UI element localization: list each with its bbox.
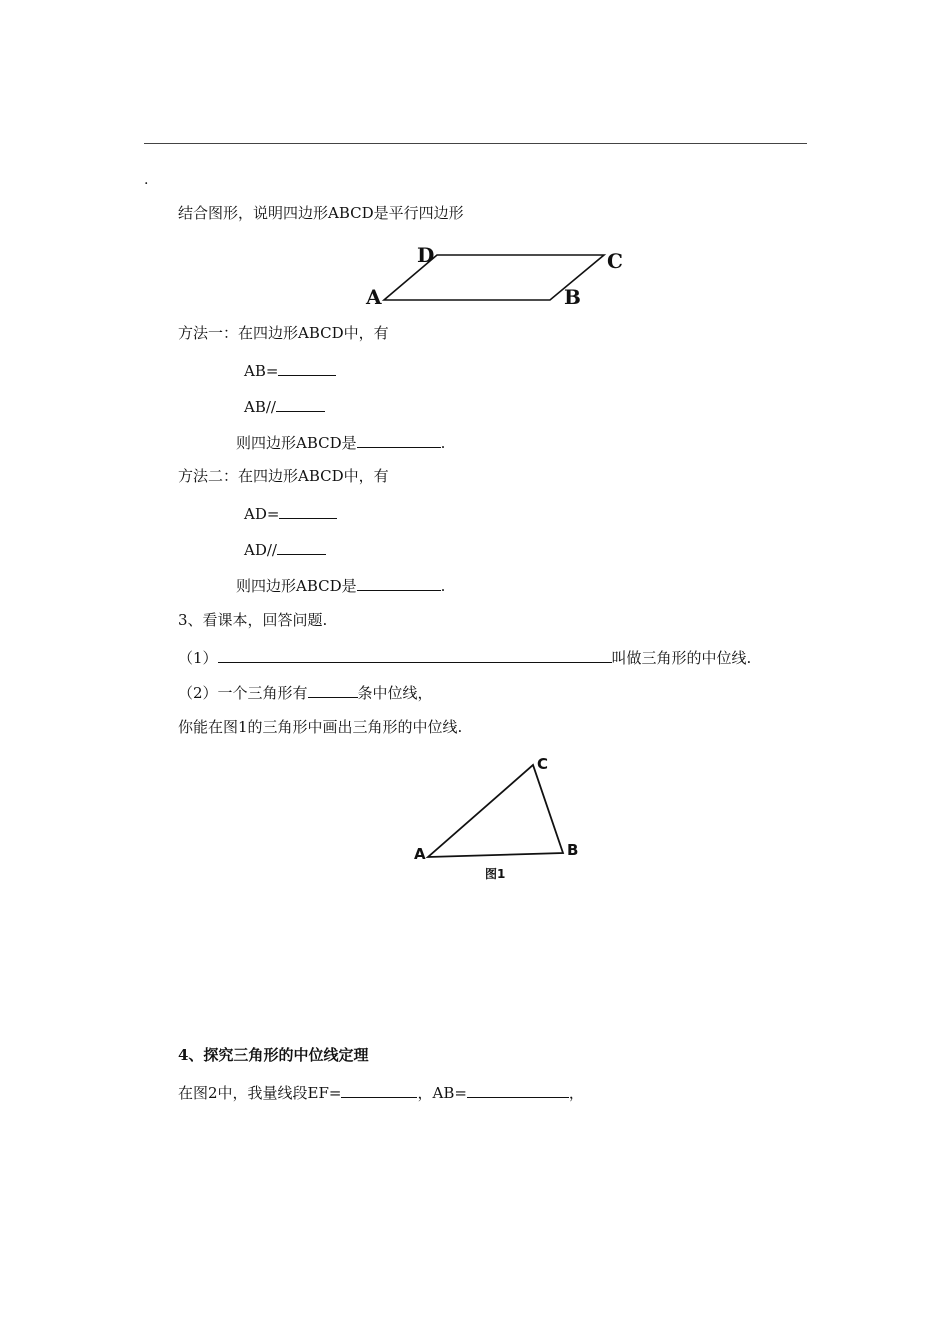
label-C: C bbox=[607, 249, 623, 273]
q4-line-mid: ，AB= bbox=[417, 1084, 467, 1102]
triangle-caption: 图1 bbox=[485, 867, 506, 881]
method1-title: 方法一：在四边形ABCD中，有 bbox=[178, 324, 389, 342]
intro-text: 结合图形，说明四边形ABCD是平行四边形 bbox=[178, 204, 464, 222]
q4-line-prefix: 在图2中，我量线段EF= bbox=[178, 1084, 342, 1102]
q4-line bbox=[178, 1081, 584, 1103]
triangle-label-C: C bbox=[537, 755, 549, 773]
label-D: D bbox=[417, 243, 435, 267]
q3-part2-suffix: 条中位线， bbox=[357, 684, 433, 702]
q3-part2-prefix: （2）一个三角形有 bbox=[178, 684, 308, 702]
q4-blank2[interactable] bbox=[467, 1081, 569, 1098]
q3-title: 3、看课本，回答问题. bbox=[178, 611, 328, 629]
page-dot: . bbox=[144, 172, 149, 188]
q4-line-suffix: ， bbox=[568, 1084, 584, 1102]
q3-part1-prefix: （1） bbox=[178, 649, 218, 667]
method2-line1-label: AD= bbox=[244, 505, 280, 523]
q3-part3: 你能在图1的三角形中画出三角形的中位线. bbox=[178, 718, 463, 736]
q4-title: 4、探究三角形的中位线定理 bbox=[178, 1046, 369, 1064]
method1-conclusion-prefix: 则四边形ABCD是 bbox=[236, 434, 357, 452]
triangle-label-A: A bbox=[414, 845, 426, 863]
method2-conclusion-prefix: 则四边形ABCD是 bbox=[236, 577, 357, 595]
label-A: A bbox=[366, 285, 382, 309]
method1-line2-label: AB// bbox=[244, 398, 276, 416]
method2-conclusion-suffix: . bbox=[440, 577, 446, 595]
q4-blank1[interactable] bbox=[341, 1081, 417, 1098]
method2-title: 方法二：在四边形ABCD中，有 bbox=[178, 467, 389, 485]
method1-conclusion-suffix: . bbox=[440, 434, 446, 452]
q3-part1-suffix: 叫做三角形的中位线. bbox=[611, 649, 752, 667]
triangle-label-B: B bbox=[567, 841, 579, 859]
triangle-shape bbox=[428, 765, 563, 857]
method2-line2-label: AD// bbox=[244, 541, 277, 559]
label-B: B bbox=[564, 285, 581, 309]
method1-line1-label: AB= bbox=[244, 362, 279, 380]
